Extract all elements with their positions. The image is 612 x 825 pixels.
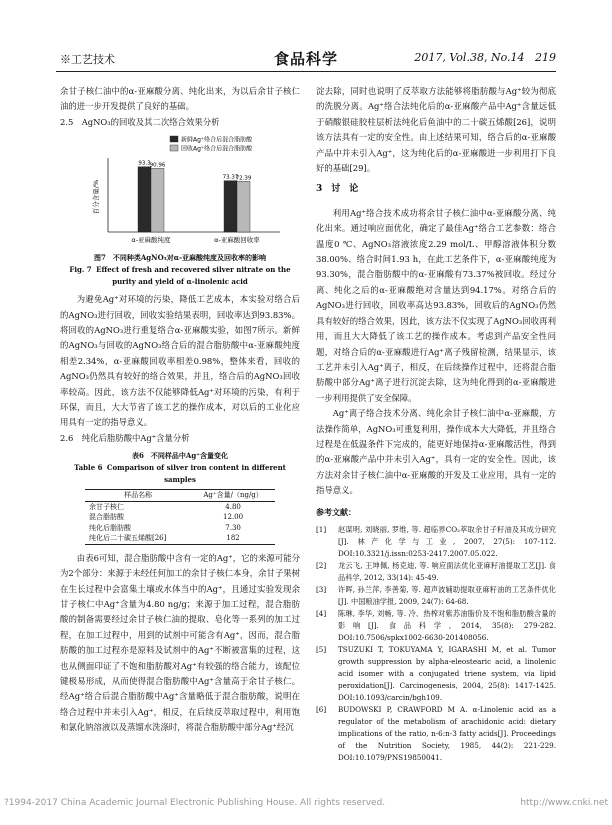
table-caption-cn-text: 表6 不同样品中Ag⁺含量变化 xyxy=(132,451,228,461)
reference-number: [6] xyxy=(316,704,327,714)
section-label: ※工艺技术 xyxy=(60,53,115,66)
table-caption-en xyxy=(60,462,300,486)
paragraph: 余甘子核仁油中的α-亚麻酸分离、纯化出来，为以后余甘子核仁油的进一步开发提供了良好的基础。 xyxy=(60,86,300,112)
references-list xyxy=(316,524,556,764)
page-header xyxy=(56,48,556,70)
figure-label-en: Fig. 7 xyxy=(69,265,92,275)
figure-caption-en xyxy=(60,264,300,288)
table-row xyxy=(85,533,275,544)
table-row xyxy=(85,512,275,523)
reference-number: [3] xyxy=(316,584,327,594)
table-caption-cn xyxy=(60,450,300,462)
table-cell: 12.00 xyxy=(223,513,244,522)
issue-text: 2017, Vol.38, No.14 xyxy=(414,51,525,64)
table-caption-en-text: Comparison of silver iron content in different samples xyxy=(106,463,286,485)
x-tick-label: α-亚麻酸回收率 xyxy=(214,236,260,245)
table-cell: 混合脂肪酸 xyxy=(89,513,124,522)
table-header-row xyxy=(85,490,275,502)
figure-caption-cn-text: 图7 不同种类AgNO₃对α-亚麻酸纯度及回收率的影响 xyxy=(93,253,267,263)
footer-url: http://www.cnki.net xyxy=(520,798,608,808)
paragraph: 由表6可知，混合脂肪酸中含有一定的Ag⁺，它的来源可能分为2个部分：来源于未经任何加工的余甘子核仁本身，余甘子果树在生长过程中会富集土壤或水体当中的Ag⁺，且通过实验发现余甘子核仁中Ag⁺含量为4.80 ng/g；来源于加工过程，混合脂肪酸的制备需要经过余甘子核仁油的提取、皂化等一系列的加工过程，在加工过程中，用到的试剂中可能含有Ag⁺，因而，混合脂肪酸的加工过程亦是原料及试剂中的Ag⁺不断被富集的过程，这也从侧面印证了不饱和脂肪酸对Ag⁺有较强的络合能力，该配位键极易形成，从而使得混合脂肪酸中Ag⁺含量高于余甘子核仁。经Ag⁺络合后混合脂肪酸中Ag⁺含量略低于混合脂肪酸，说明在络合过程中并未引入Ag⁺，相反，在后续反萃取过程中，利用饱和氯化钠溶液以及蒸馏水洗涤时，将混合脂肪酸中部分Ag⁺经沉 xyxy=(60,552,300,733)
legend-label: 回收Ag⁺络合后混合脂肪酸 xyxy=(181,145,253,153)
table-header-cell: 样品名称 xyxy=(124,491,153,500)
figure-7 xyxy=(60,132,300,252)
table-cell: 纯化后二十碳五烯酸[26] xyxy=(89,534,167,543)
issue-info xyxy=(414,51,556,64)
reference-item xyxy=(316,608,556,644)
reference-text: BUDOWSKI P, CRAWFORD M A. α-Linolenic acid as a regulator of the metabolism of arachidonic acid: dietary implications of the ratio, n-6:n-3 fatty acids[J]. Proceedings of the Nutrition Society, 1985, 44(2): 221-229. DOI:10.1079/PNS19850041. xyxy=(338,704,556,762)
reference-item xyxy=(316,560,556,584)
legend-swatch xyxy=(170,145,178,151)
legend-label: 新鲜Ag⁺络合后混合脂肪酸 xyxy=(181,136,253,144)
bar-chart xyxy=(60,132,300,252)
references-heading: 参考文献： xyxy=(316,506,356,517)
table-6 xyxy=(85,489,275,545)
table-cell: 4.80 xyxy=(225,502,241,511)
reference-text: 赵谋明, 刘晓丽, 罗维, 等. 超临界CO₂萃取余甘子籽油及其成分研究[J]. 林产化学与工业, 2007, 27(5): 107-112. DOI:10.3321/j.issn:0253-2417.2007.05.022. xyxy=(338,524,556,558)
reference-item xyxy=(316,704,556,764)
reference-number: [4] xyxy=(316,608,327,618)
reference-text: 陈琳, 李华, 刘畅, 等. 冷、热榨对紫苏油脂价及不饱和脂肪酸含量的影响[J]. 食品科学, 2014, 35(8): 279-282. DOI:10.7506/spkx1002-6630-201408056. xyxy=(338,608,556,642)
reference-item xyxy=(316,524,556,560)
reference-number: [2] xyxy=(316,560,327,570)
figure-caption-en-text: Effect of fresh and recovered silver nitrate on the purity and yield of α-linolenic acid xyxy=(96,265,291,287)
header-rule xyxy=(56,71,556,72)
reference-item xyxy=(316,644,556,704)
reference-item xyxy=(316,584,556,608)
paragraph: 淀去除，同时也说明了反萃取方法能够将脂肪酸与Ag⁺较为彻底的洗脱分离。Ag⁺络合法纯化后的α-亚麻酸产品中Ag⁺含量远低于硝酸银硅胶柱层析法纯化后鱼油中的二十碳五烯酸[26]，说明该方法具有一定的安全性。由上述结果可知，络合后的α-亚麻酸产品中并未引入Ag⁺，这为纯化后的α-亚麻酸进一步利用打下良好的基础[29]。 xyxy=(316,86,556,174)
bar xyxy=(224,181,237,232)
table-cell: 纯化后脂肪酸 xyxy=(89,523,131,532)
table-label-en: Table 6 xyxy=(74,463,103,473)
bar xyxy=(138,167,151,232)
table-header-cell: Ag⁺含量/（ng/g） xyxy=(203,491,263,500)
table-cell: 7.30 xyxy=(225,523,241,532)
section-heading-3: 3 讨 论 xyxy=(316,184,359,195)
data-label: 73.37 xyxy=(222,174,239,181)
reference-text: TSUZUKI T, TOKUYAMA Y, IGARASHI M, et al. Tumor growth suppression by alpha-eleostearic acid, a linolenic acid isomer with a conjugated triene system, via lipid peroxidation[J]. Carcinogenesis, 2004, 25(8): 1417-1425. DOI:10.1093/carcin/bgh109. xyxy=(338,644,556,702)
legend-swatch xyxy=(170,136,178,142)
reference-text: 许晖, 孙兰萍, 李善菊, 等. 超声波辅助提取亚麻籽油的工艺条件优化[J]. 中国粮油学报, 2009, 24(7): 64-68. xyxy=(338,584,556,606)
y-axis-label: 百分含量/% xyxy=(92,180,100,215)
table-cell: 182 xyxy=(226,534,240,543)
table-cell: 余甘子核仁 xyxy=(89,502,124,511)
bar xyxy=(151,169,164,233)
paragraph: 为避免Ag⁺对环境的污染，降低工艺成本，本实验对络合后的AgNO₃进行回收，回收实验结果表明，回收率达到93.83%。将回收的AgNO₃进行重复络合α-亚麻酸实验，如图7所示。新鲜的AgNO₃与回收的AgNO₃络合后的混合脂肪酸中α-亚麻酸纯度相差2.34%，α-亚麻酸回收率相差0.98%，整体来看，回收的AgNO₃仍然具有较好的络合效果，并且，络合后的AgNO₃回收率较高。因此，该方法不仅能够降低Ag⁺对环境的污染，有利于环保，而且，大大节省了该工艺的操作成本，对以后的工业化应用具有一定的指导意义。 xyxy=(60,294,300,428)
bar xyxy=(237,182,250,233)
data-label: 90.96 xyxy=(149,162,166,169)
journal-title: 食品科学 xyxy=(273,50,338,68)
right-column xyxy=(316,84,556,764)
copyright-text: ?1994-2017 China Academic Journal Electronic Publishing House. All rights reserved. xyxy=(4,798,386,808)
data-label: 93.3 xyxy=(138,160,151,167)
reference-text: 龙云飞, 王坤佩, 杨克迪, 等. 响应面法优化亚麻籽油提取工艺[J]. 食品科学, 2012, 33(14): 45-49. xyxy=(338,560,556,582)
data-label: 72.39 xyxy=(235,175,252,182)
section-heading-2-5: 2.5 AgNO₃的回收及其二次络合效果分析 xyxy=(60,116,220,127)
table-row xyxy=(85,523,275,534)
table-row xyxy=(85,501,275,512)
page-number: 219 xyxy=(535,51,556,64)
x-tick-label: α-亚麻酸纯度 xyxy=(131,236,171,245)
paragraph: 利用Ag⁺络合技术成功将余甘子核仁油中α-亚麻酸分离、纯化出来。通过响应面优化，确定了最佳Ag⁺络合工艺参数：络合温度0 ℃、AgNO₃溶液浓度2.29 mol/L、甲醇溶液体积分数38.00%、络合时间1.93 h，在此工艺条件下，α-亚麻酸纯度为93.30%，混合脂肪酸中的α-亚麻酸有73.37%被回收。经过分离、纯化之后的α-亚麻酸绝对含量达到94.17%。对络合后的AgNO₃进行回收，回收率高达93.83%，回收后的AgNO₃仍然具有较好的络合效果，因此，该方法不仅实现了AgNO₃回收再利用，而且大大降低了该工艺的操作成本。考虑到产品安全性问题，对络合后的α-亚麻酸进行Ag⁺离子残留检测，结果显示，该工艺并未引入Ag⁺离子，相反，在后续操作过程中，还将混合脂肪酸中部分Ag⁺离子进行沉淀去除，这为纯化得到的α-亚麻酸进一步利用提供了安全保障。 xyxy=(316,207,556,403)
reference-number: [1] xyxy=(316,524,327,534)
section-heading-2-6: 2.6 纯化后脂肪酸中Ag⁺含量分析 xyxy=(60,432,190,443)
left-column xyxy=(60,84,300,736)
reference-number: [5] xyxy=(316,644,327,654)
paragraph: Ag⁺离子络合技术分离、纯化余甘子核仁油中α-亚麻酸，方法操作简单，AgNO₃可重复利用，操作成本大大降低，并且络合过程是在低温条件下完成的，能更好地保持α-亚麻酸活性，得到的α-亚麻酸产品中并未引入Ag⁺，具有一定的安全性。因此，该方法对余甘子核仁油中α-亚麻酸的开发及工业应用，具有一定的指导意义。 xyxy=(316,408,556,496)
figure-caption-cn xyxy=(60,252,300,264)
